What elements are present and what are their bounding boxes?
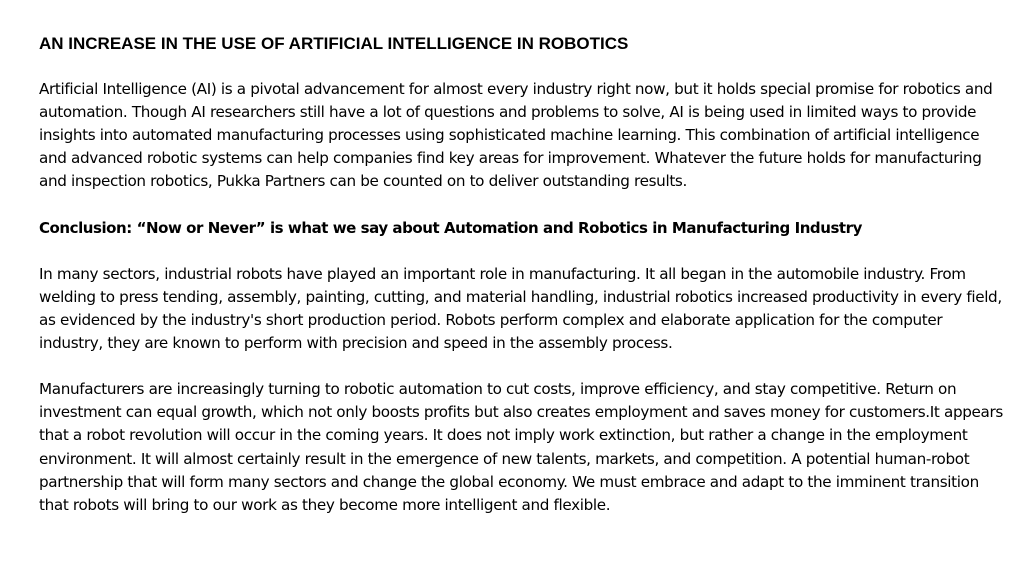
page-title: AN INCREASE IN THE USE OF ARTIFICIAL INTELLIGENCE IN ROBOTICS — [39, 34, 629, 53]
conclusion-heading: Conclusion: “Now or Never” is what we say about Automation and Robotics in Manufacturing Industry — [39, 218, 862, 237]
paragraph-robotic-automation: Manufacturers are increasingly turning to robotic automation to cut costs, improve efficiency, and stay competitive. Return on investment can equal growth, which not only boosts profits but also creates employment and saves money for customers.It appears that a robot revolution will occur in the coming years. It does not imply work extinction, but rather a change in the employment environment. It will almost certainly result in the emergence of new talents, markets, and competition. A potential human-robot partnership that will form many sectors and change the global economy. We must embrace and adapt to the imminent transition that robots will bring to our work as they become more intelligent and flexible. — [39, 380, 1003, 514]
paragraph-industrial-robots: In many sectors, industrial robots have played an important role in manufacturing. It all began in the automobile industry. From welding to press tending, assembly, painting, cutting, and material handling, industrial robotics increased productivity in every field, as evidenced by the industry's short production period. Robots perform complex and elaborate application for the computer industry, they are known to perform with precision and speed in the assembly process. — [39, 264, 1002, 353]
paragraph-ai-robotics: Artificial Intelligence (AI) is a pivotal advancement for almost every industry right now, but it holds special promise for robotics and automation. Though AI researchers still have a lot of questions and problems to solve, AI is being used in limited ways to provide insights into automated manufacturing processes using sophisticated machine learning. This combination of artificial intelligence and advanced robotic systems can help companies find key areas for improvement. Whatever the future holds for manufacturing and inspection robotics, Pukka Partners can be counted on to deliver outstanding results. — [39, 80, 993, 191]
document-page — [39, 33, 1004, 540]
